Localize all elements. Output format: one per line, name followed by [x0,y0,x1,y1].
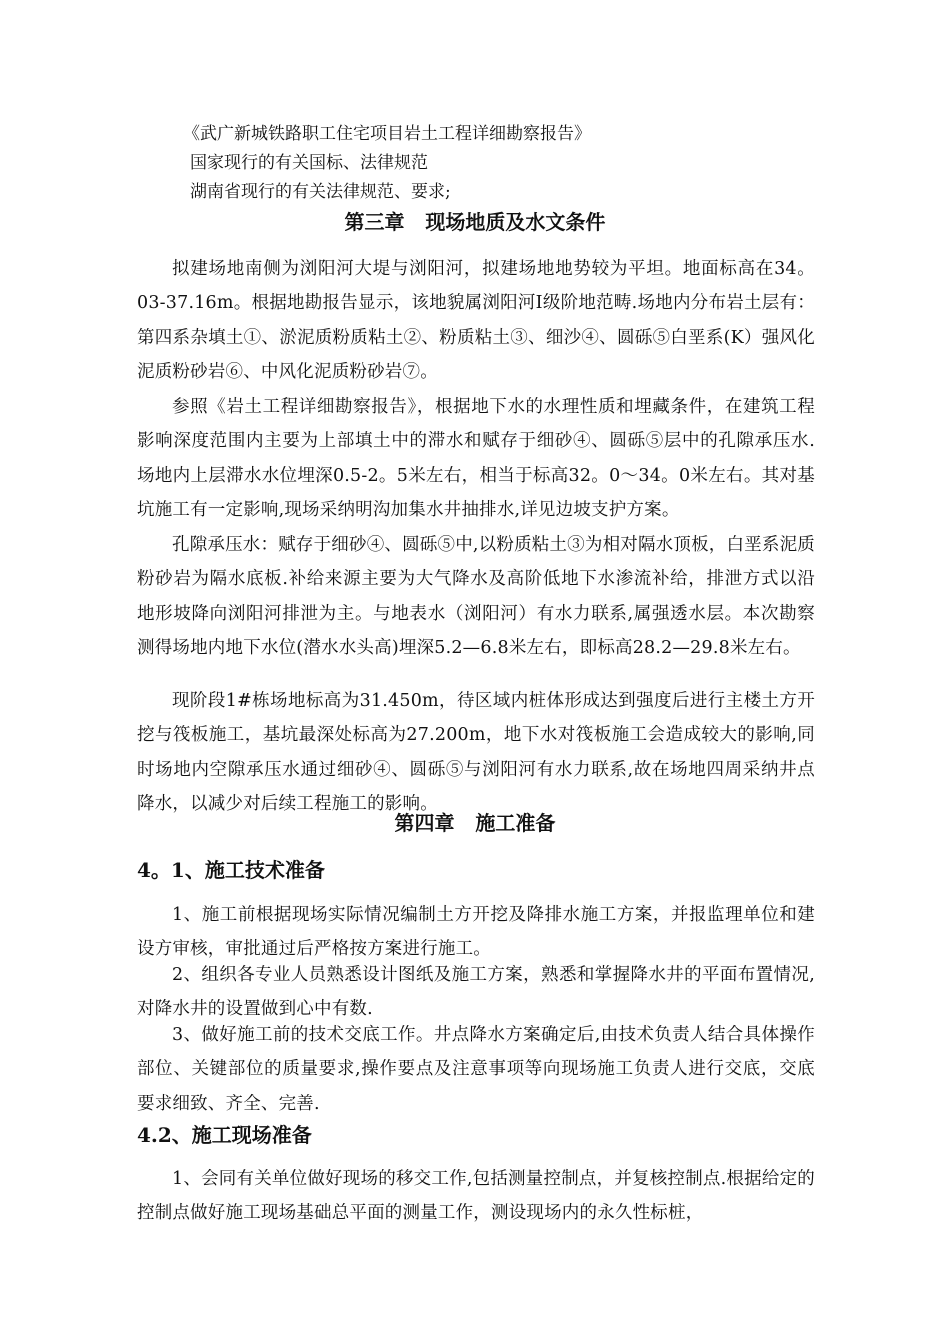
reference-line-1: 《武广新城铁路职工住宅项目岩土工程详细勘察报告》 [183,124,591,144]
section-4-1-paragraph-3: 3、做好施工前的技术交底工作。井点降水方案确定后,由技术负责人结合具体操作部位、关键部位的质量要求,操作要点及注意事项等向现场施工负责人进行交底，交底要求细致、齐全、完善. [137,1025,815,1114]
section-4-2-paragraph-1: 1、会同有关单位做好现场的移交工作,包括测量控制点，并复核控制点.根据给定的控制点做好施工现场基础总平面的测量工作，测设现场内的永久性标桩， [137,1169,815,1224]
section-4-1-title: 4。1、施工技术准备 [137,858,325,882]
chapter-3-paragraph-4: 现阶段1#栋场地标高为31.450m，待区域内桩体形成达到强度后进行主楼土方开挖与筏板施工，基坑最深处标高为27.200m，地下水对筏板施工会造成较大的影响,同时场地内空隙承压水通过细砂④、圆砾⑤与浏阳河有水力联系,故在场地四周采纳井点降水，以减少对后续工程施工的影响。 [137,691,815,815]
chapter-3-paragraph-2: 参照《岩土工程详细勘察报告》，根据地下水的水理性质和埋藏条件，在建筑工程影响深度范围内主要为上部填土中的滞水和赋存于细砂④、圆砾⑤层中的孔隙承压水.场地内上层滞水水位埋深0.5-2。5米左右，相当于标高32。0～34。0米左右。其对基坑施工有一定影响,现场采纳明沟加集水井抽排水,详见边坡支护方案。 [137,397,815,521]
reference-line-3: 湖南省现行的有关法律规范、要求; [190,182,451,202]
section-4-1-paragraph-2: 2、组织各专业人员熟悉设计图纸及施工方案，熟悉和掌握降水井的平面布置情况,对降水井的设置做到心中有数. [137,965,815,1020]
section-4-1-paragraph-1: 1、施工前根据现场实际情况编制土方开挖及降排水施工方案，并报监理单位和建设方审核，审批通过后严格按方案进行施工。 [137,905,815,960]
section-4-2-title: 4.2、施工现场准备 [137,1123,312,1147]
chapter-3-paragraph-1: 拟建场地南侧为浏阳河大堤与浏阳河，拟建场地地势较为平坦。地面标高在34。03-37.16m。根据地勘报告显示，该地貌属浏阳河Ⅰ级阶地范畴.场地内分布岩土层有：第四系杂填土①、淤泥质粉质粘土②、粉质粘土③、细沙④、圆砾⑤白垩系(K）强风化泥质粉砂岩⑥、中风化泥质粉砂岩⑦。 [137,259,815,383]
chapter-3-title: 第三章 现场地质及水文条件 [344,210,606,234]
reference-line-2: 国家现行的有关国标、法律规范 [190,153,428,173]
chapter-4-title: 第四章 施工准备 [394,811,556,835]
chapter-3-paragraph-3: 孔隙承压水：赋存于细砂④、圆砾⑤中,以粉质粘土③为相对隔水顶板，白垩系泥质粉砂岩为隔水底板.补给来源主要为大气降水及高阶低地下水渗流补给，排泄方式以沿地形坡降向浏阳河排泄为主。与地表水（浏阳河）有水力联系,属强透水层。本次勘察测得场地内地下水位(潜水水头高)埋深5.2—6.8米左右，即标高28.2—29.8米左右。 [137,535,815,659]
